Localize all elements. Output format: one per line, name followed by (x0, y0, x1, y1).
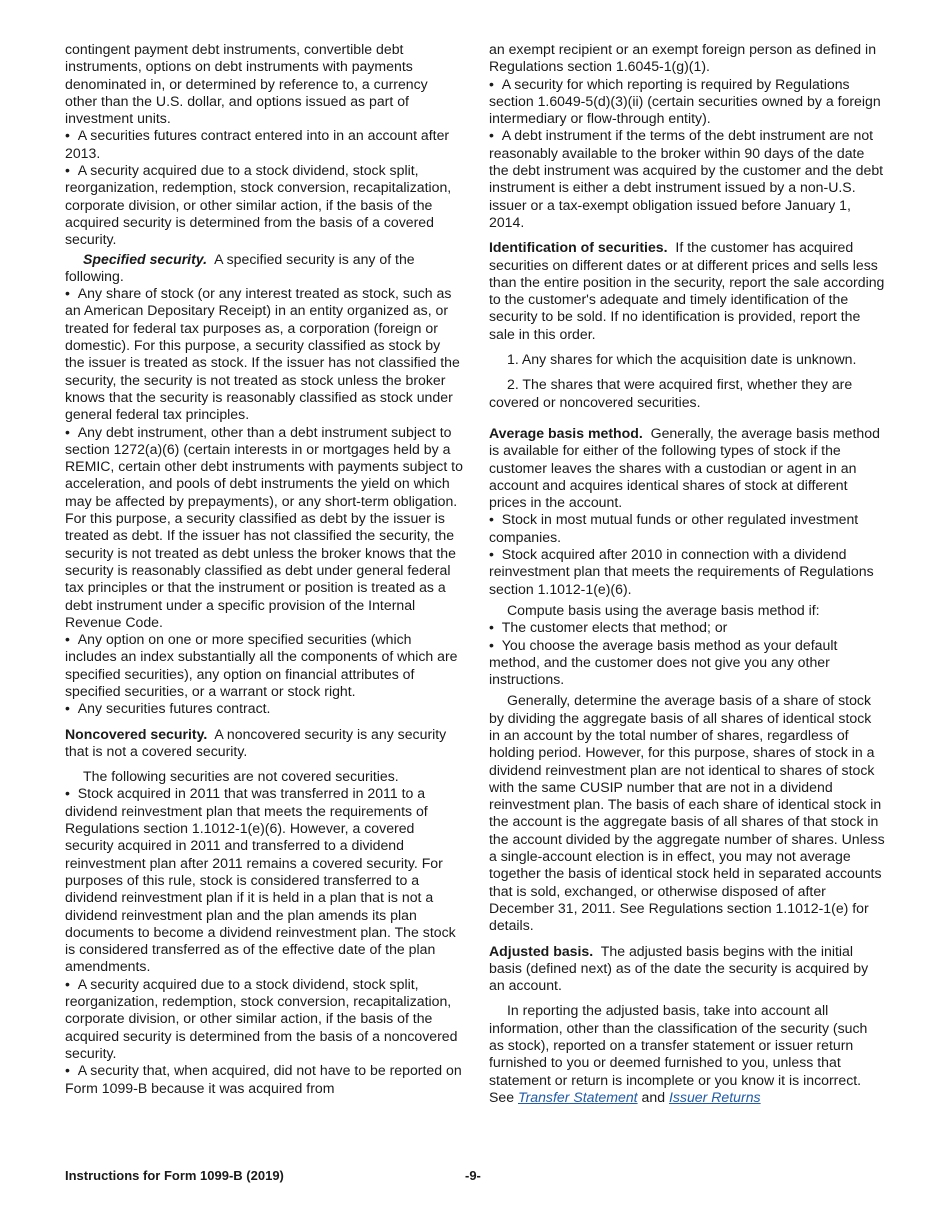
bullet-item: • Any option on one or more specified securities (which includes an index substantially all the components of which are specified securities), any option on financial attributes of specified securities, or a warrant or stock right. (65, 631, 463, 700)
issuer-returns-link[interactable]: Issuer Returns (668, 1088, 761, 1105)
bullet-item: • The customer elects that method; or (489, 619, 885, 636)
paragraph: an exempt recipient or an exempt foreign person as defined in Regulations section 1.6045-1(g)(1). (489, 41, 877, 75)
bullet-item: • Any securities futures contract. (65, 700, 463, 717)
numbered-item: 2. The shares that were acquired first, whether they are covered or noncovered securities. (489, 376, 853, 410)
paragraph-text: In reporting the adjusted basis, take into account all information, other than the classification of the security (such as stock), reported on a transfer statement or issuer return furnished to you or deemed furnished to you, unless that statement or return is incomplete or you know it is incorrect. See (489, 1002, 868, 1105)
average-basis-heading: Average basis method. (489, 424, 643, 441)
paragraph-text: The adjusted basis begins with the initial basis (defined next) as of the date the security is acquired by an account. (489, 942, 869, 994)
bullet-item: • A security acquired due to a stock dividend, stock split, reorganization, redemption, stock conversion, recapitalization, corporate division, or other similar action, if the basis of the acquired security is determined from the basis of a noncovered security. (65, 976, 463, 1062)
bullet-item: • A security that, when acquired, did not have to be reported on Form 1099-B because it was acquired from (65, 1062, 463, 1097)
transfer-statement-link[interactable]: Transfer Statement (518, 1088, 638, 1105)
average-basis-paragraph (489, 425, 885, 511)
adjusted-basis-heading: Adjusted basis. (489, 942, 594, 959)
paragraph-text: If the customer has acquired securities on different dates or at different prices and sells less than the entire position in the security, report the sale according to the customer's adequate and timely identification of the security to be sold. If no identification is provided, report the sale in this order. (489, 239, 885, 342)
bullet-item: • Stock acquired in 2011 that was transferred in 2011 to a dividend reinvestment plan that meets the requirements of Regulations section 1.1012-1(e)(6). However, a covered security acquired in 2011 and transferred to a dividend reinvestment plan after 2011 remains a covered security. For purposes of this rule, stock is considered transferred to a dividend reinvestment plan if it is held in a plan that is not a dividend reinvestment plan and the plan amends its plan documents to become a dividend reinvestment plan. The stock is considered transferred as of the effective date of the plan amendments. (65, 785, 463, 975)
noncovered-security-heading: Noncovered security. (65, 725, 208, 742)
paragraph-text: A noncovered security is any security that is not a covered security. (65, 725, 447, 759)
bullet-item: • Stock in most mutual funds or other regulated investment companies. (489, 511, 885, 546)
bullet-item: • A security acquired due to a stock dividend, stock split, reorganization, redemption, stock conversion, recapitalization, corporate division, or other similar action, if the basis of the acquired security is determined from the basis of a covered security. (65, 162, 463, 248)
specified-security-paragraph (65, 251, 463, 286)
left-column (65, 41, 463, 1097)
paragraph: Generally, determine the average basis of a share of stock by dividing the aggregate basis of all shares of identical stock in an account by the total number of shares, regardless of holding period. However, for this purpose, shares of stock in a dividend reinvestment plan are not identical to shares of stock with the same CUSIP number that are not in a dividend reinvestment plan. The basis of each share of identical stock in the account is the aggregate basis of all shares of that stock in the account divided by the aggregate number of shares. Unless a single-account election is in effect, you may not average together the basis of identical stock held in separated accounts that is sold, exchanged, or otherwise disposed of after December 31, 2011. See Regulations section 1.1012-1(e) for details. (489, 692, 885, 934)
noncovered-security-paragraph (65, 726, 463, 761)
page-number: -9- (465, 1168, 481, 1183)
bullet-item: • A securities futures contract entered into in an account after 2013. (65, 127, 463, 162)
bullet-item: • Stock acquired after 2010 in connection with a dividend reinvestment plan that meets the requirements of Regulations section 1.1012-1(e)(6). (489, 546, 885, 598)
paragraph-text: Generally, the average basis method is available for either of the following types of stock if the customer leaves the shares with a custodian or agent in an account and acquires identical shares of stock at different prices in the account. (489, 424, 880, 511)
bullet-item: • A debt instrument if the terms of the debt instrument are not reasonably available to the broker within 90 days of the date the debt instrument was acquired by the customer and the debt instrument is either a debt instrument issued by a non-U.S. issuer or a tax-exempt obligation issued before January 1, 2014. (489, 127, 885, 231)
right-column (489, 41, 885, 1106)
bullet-item: • Any share of stock (or any interest treated as stock, such as an American Depositary Receipt) in an entity organized as, or treated for federal tax purposes as, a corporation (foreign or domestic). For this purpose, a security classified as stock by the issuer is treated as stock. If the issuer has not classified the security, the security is not treated as stock unless the broker knows that the security is reasonably classified as stock under general federal tax principles. (65, 285, 463, 423)
paragraph: The following securities are not covered securities. (83, 768, 399, 785)
numbered-item: 1. Any shares for which the acquisition date is unknown. (507, 351, 857, 368)
paragraph: Compute basis using the average basis method if: (507, 601, 820, 618)
paragraph: contingent payment debt instruments, convertible debt instruments, options on debt instruments with payments denominated in, or determined by reference to, a currency other than the U.S. dollar, and options issued as part of investment units. (65, 41, 428, 127)
bullet-item: • A security for which reporting is required by Regulations section 1.6049-5(d)(3)(ii) (certain securities owned by a foreign intermediary or flow-through entity). (489, 76, 885, 128)
paragraph-text: A specified security is any of the following. (65, 250, 415, 284)
specified-security-heading: Specified security. (83, 250, 208, 267)
identification-heading: Identification of securities. (489, 239, 668, 256)
bullet-item: • Any debt instrument, other than a debt instrument subject to section 1272(a)(6) (certain interests in or mortgages held by a REMIC, certain other debt instruments with payments subject to acceleration, and pools of debt instruments the yield on which may be affected by prepayments), or any short-term obligation. For this purpose, a security classified as debt by the issuer is treated as debt. If the issuer has not classified the security, the security is not treated as debt unless the broker knows that the security is reasonably classified as debt under general federal tax principles or that the instrument or position is treated as a debt instrument under a specific provision of the Internal Revenue Code. (65, 424, 463, 632)
adjusted-basis-paragraph (489, 943, 885, 995)
reporting-paragraph (489, 1002, 885, 1106)
footer-title: Instructions for Form 1099-B (2019) (65, 1168, 284, 1183)
and-text: and (641, 1088, 666, 1105)
identification-paragraph (489, 239, 885, 343)
bullet-item: • You choose the average basis method as your default method, and the customer does not give you any other instructions. (489, 637, 885, 689)
